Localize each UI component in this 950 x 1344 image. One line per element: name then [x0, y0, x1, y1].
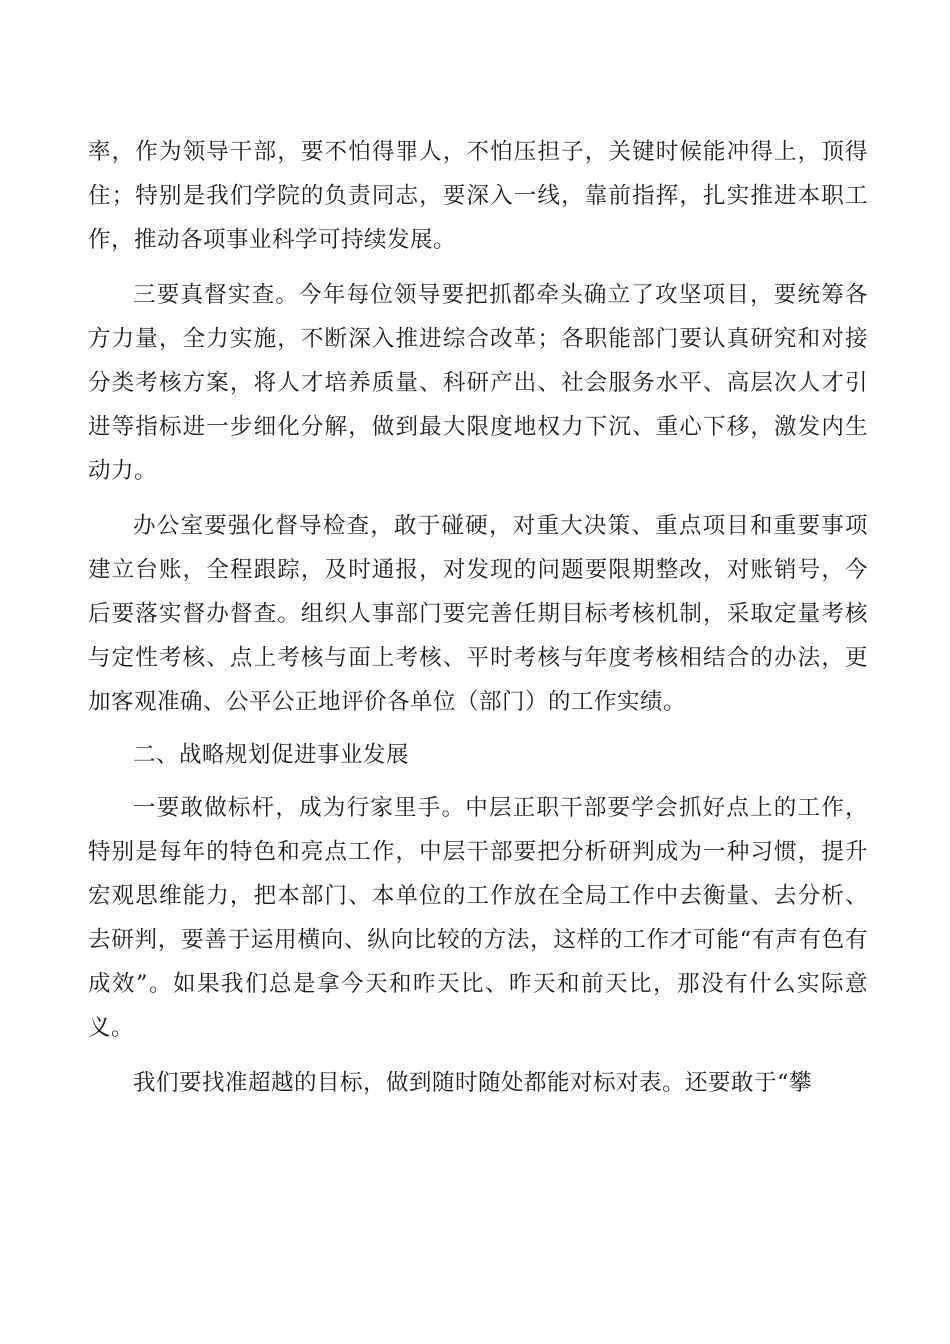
section-heading: 二、战略规划促进事业发展: [133, 742, 410, 768]
paragraph-office-inspection: 办公室要强化督导检查，敢于碰硬，对重大决策、重点项目和重要事项建立台账，全程跟踪，及时通报，对发现的问题要限期整改，对账销号，今后要落实督办督查。组织人事部门要完善任期目标考核机制，采取定量考核与定性考核、点上考核与面上考核、平时考核与年度考核相结合的办法，更加客观准确、公平公正地评价各单位（部门）的工作实绩。: [88, 513, 868, 715]
paragraph-continuation: 率，作为领导干部，要不怕得罪人，不怕压担子，关键时候能冲得上，顶得住；特别是我们学院的负责同志，要深入一线，靠前指挥，扎实推进本职工作，推动各项事业科学可持续发展。: [88, 139, 868, 253]
document-body: [88, 130, 868, 1105]
paragraph-target: 我们要找准超越的目标，做到随时随处都能对标对表。还要敢于“攀: [133, 1070, 813, 1096]
paragraph-supervision: 三要真督实查。今年每位领导要把抓都牵头确立了攻坚项目，要统筹各方力量，全力实施，不断深入推进综合改革；各职能部门要认真研究和对接分类考核方案，将人才培养质量、科研产出、社会服务水平、高层次人才引进等指标进一步细化分解，做到最大限度地权力下沉、重心下移，激发内生动力。: [88, 282, 868, 484]
paragraph-benchmark: 一要敢做标杆，成为行家里手。中层正职干部要学会抓好点上的工作，特别是每年的特色和亮点工作，中层干部要把分析研判成为一种习惯，提升宏观思维能力，把本部门、本单位的工作放在全局工作中去衡量、去分析、去研判，要善于运用横向、纵向比较的方法，这样的工作才可能“有声有色有成效”。如果我们总是拿今天和昨天比、昨天和前天比，那没有什么实际意义。: [88, 795, 868, 1041]
